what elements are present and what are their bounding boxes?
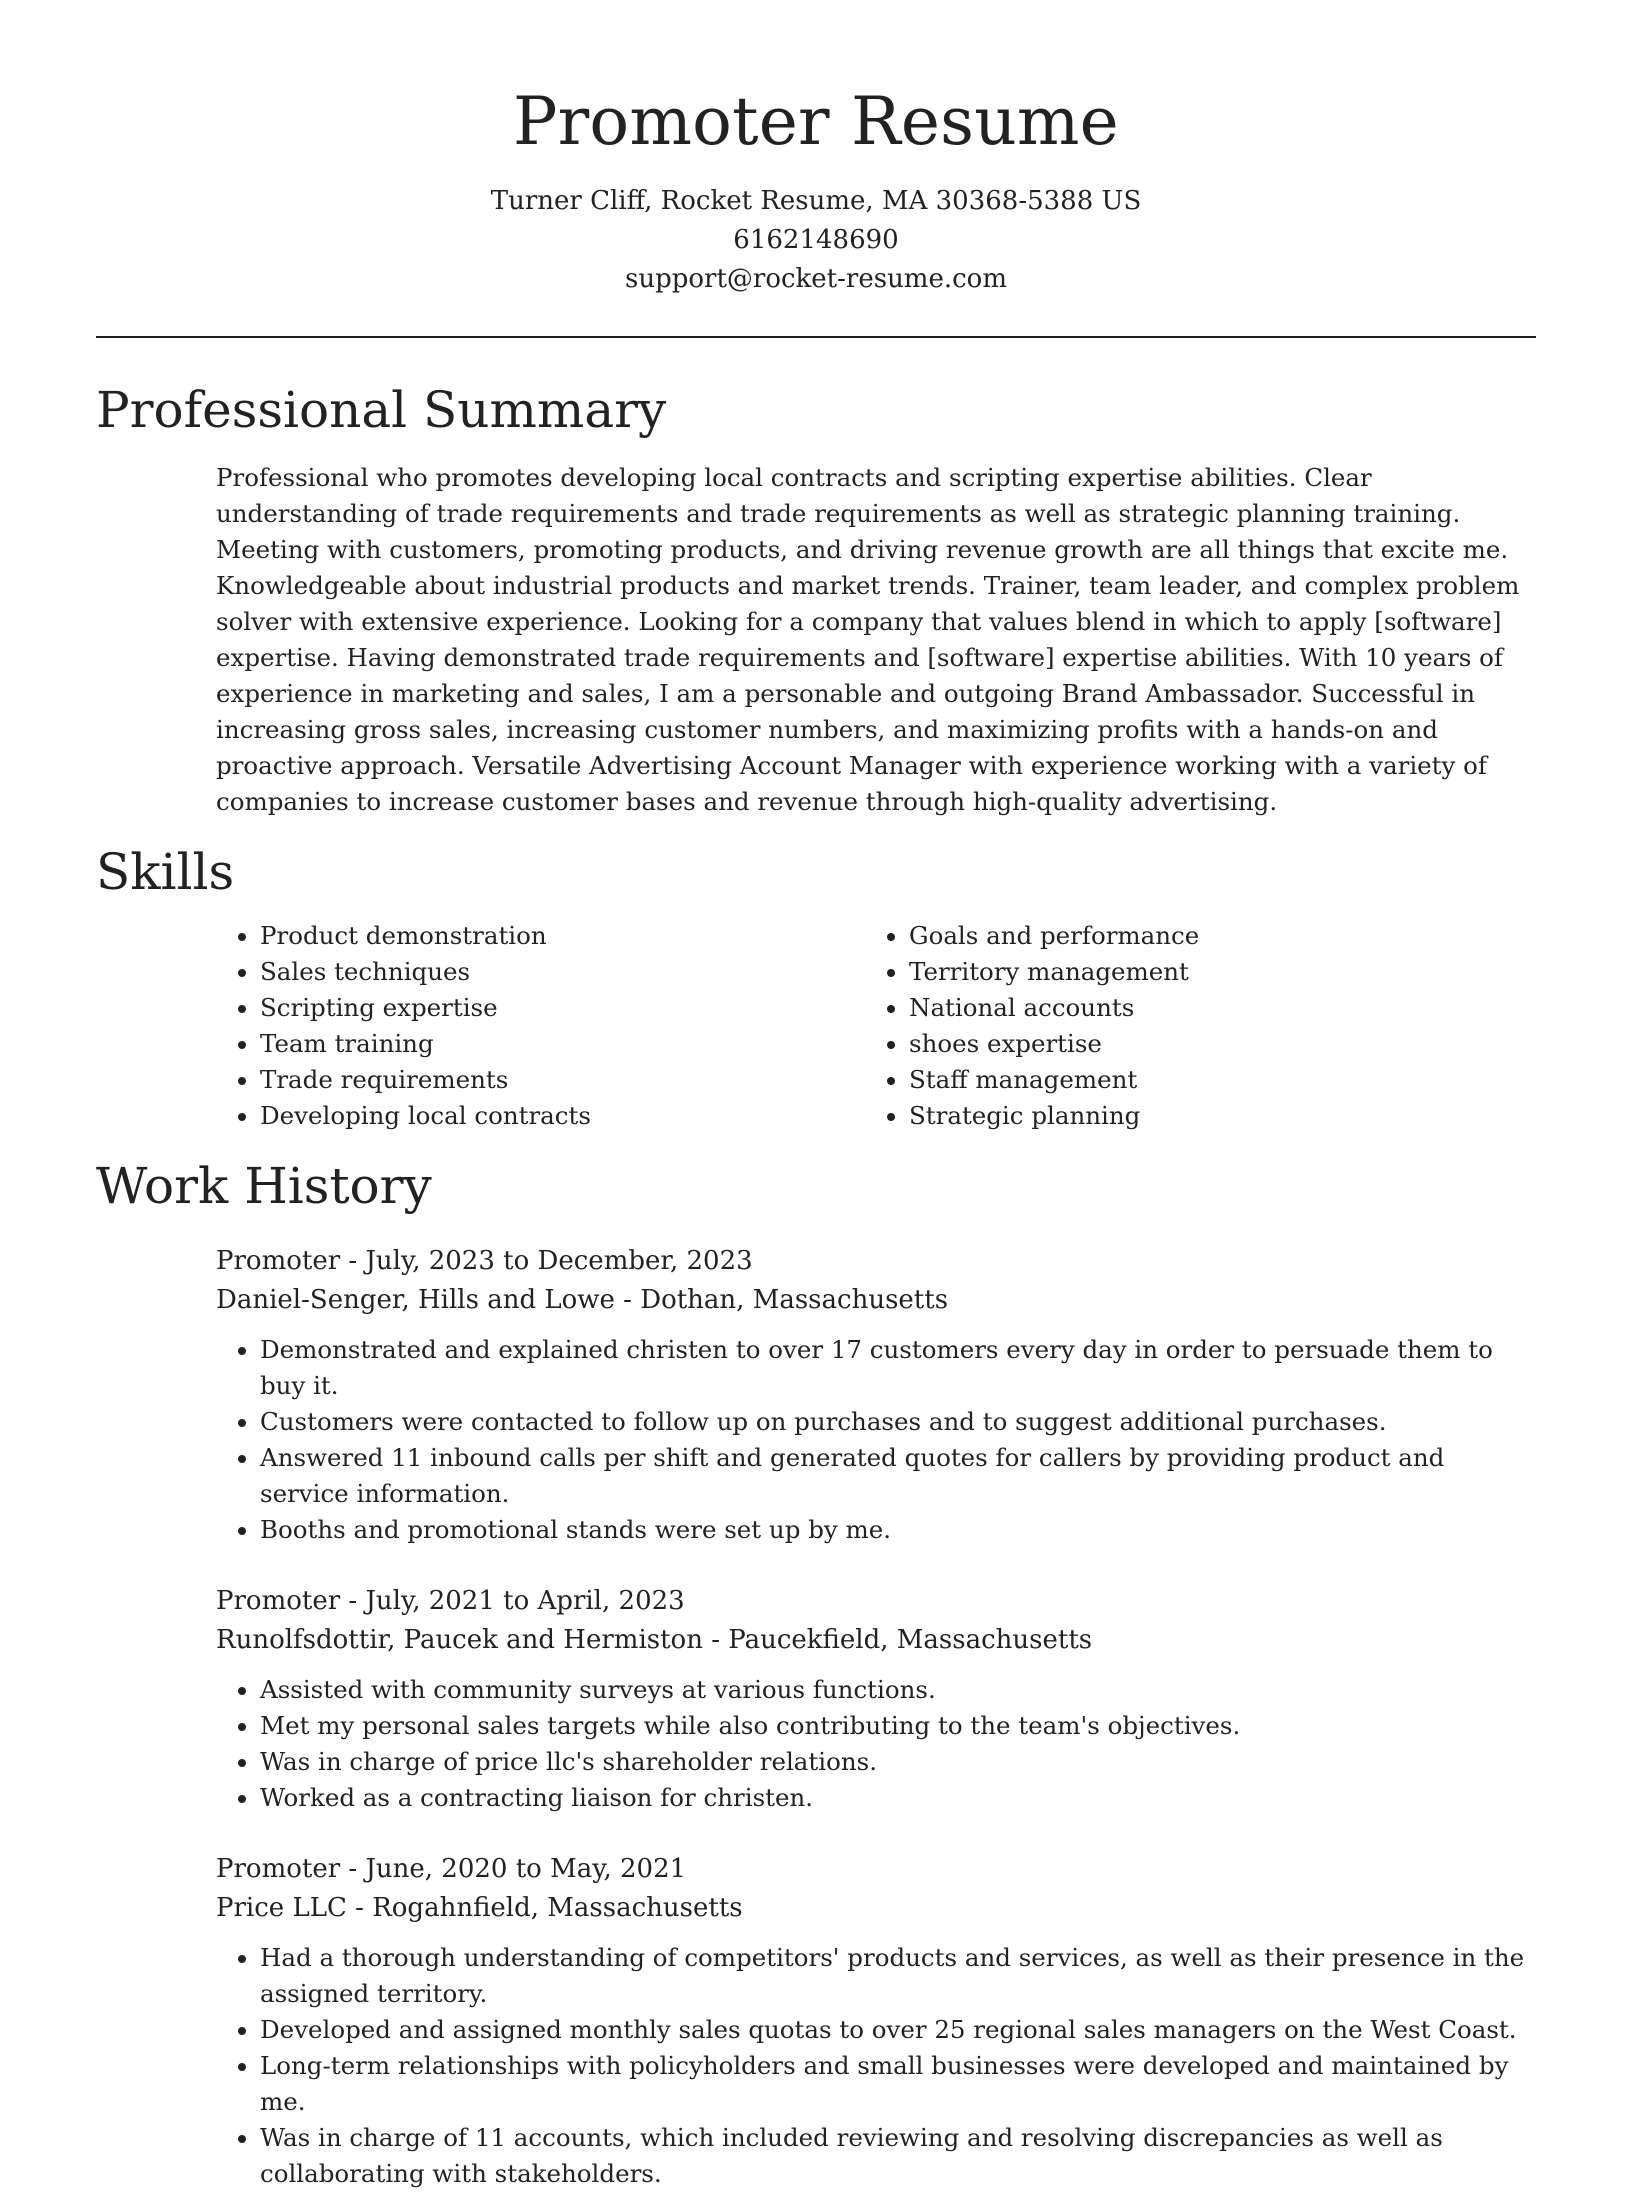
job-title-line	[216, 1850, 1536, 1889]
skill-item: • Territory management	[909, 954, 1514, 990]
contact-phone: 6162148690	[733, 224, 899, 255]
skill-item: • Developing local contracts	[260, 1098, 865, 1134]
job-dates: - July, 2021 to April, 2023	[340, 1585, 685, 1616]
resume-title: Promoter Resume	[513, 83, 1119, 160]
job-title: Promoter	[216, 1585, 341, 1616]
job-bullet: • Was in charge of price llc's shareholder relations.	[260, 1744, 1536, 1780]
job-entry	[216, 1242, 1536, 1548]
job-bullets	[216, 1672, 1536, 1816]
job-bullet: • Was in charge of 11 accounts, which included reviewing and resolving discrepancies as well as collaborating with stakeholders.	[260, 2120, 1536, 2192]
skill-item: • shoes expertise	[909, 1026, 1514, 1062]
skills-column-right	[865, 918, 1514, 1134]
skills-heading: Skills	[96, 842, 235, 901]
skill-item: • National accounts	[909, 990, 1514, 1026]
job-bullets	[216, 1940, 1536, 2192]
job-company: Price LLC	[216, 1892, 347, 1923]
skills-column-left	[216, 918, 865, 1134]
skill-item: • Product demonstration	[260, 918, 865, 954]
skill-item: • Goals and performance	[909, 918, 1514, 954]
job-company-line	[216, 1621, 1536, 1660]
job-bullet: • Long-term relationships with policyholders and small businesses were developed and maintained by me.	[260, 2048, 1536, 2120]
resume-header	[96, 0, 1536, 299]
job-company-line	[216, 1281, 1536, 1320]
job-bullet: • Assisted with community surveys at various functions.	[260, 1672, 1536, 1708]
summary-paragraph: Professional who promotes developing local contracts and scripting expertise abilities. Clear understanding of trade requirements and trade requirements as well as strategic planning training. Meeting with customers, promoting products, and driving revenue growth are all things that excite me. Knowledgeable about industrial products and market trends. Trainer, team leader, and complex problem solver with extensive experience. Looking for a company that values blend in which to apply [software] expertise. Having demonstrated trade requirements and [software] expertise abilities. With 10 years of experience in marketing and sales, I am a personable and outgoing Brand Ambassador. Successful in increasing gross sales, increasing customer numbers, and maximizing profits with a hands-on and proactive approach. Versatile Advertising Account Manager with experience working with a variety of companies to increase customer bases and revenue through high-quality advertising.	[216, 462, 1520, 816]
job-entry	[216, 1582, 1536, 1816]
skill-item: • Trade requirements	[260, 1062, 865, 1098]
job-bullet: • Worked as a contracting liaison for christen.	[260, 1780, 1536, 1816]
job-bullet: • Demonstrated and explained christen to over 17 customers every day in order to persuade them to buy it.	[260, 1332, 1536, 1404]
job-location: - Dothan, Massachusetts	[614, 1284, 949, 1315]
header-divider	[96, 336, 1536, 338]
job-dates: - June, 2020 to May, 2021	[340, 1853, 687, 1884]
contact-address: Turner Cliff, Rocket Resume, MA 30368-5388 US	[490, 185, 1142, 216]
job-bullet: • Developed and assigned monthly sales quotas to over 25 regional sales managers on the West Coast.	[260, 2012, 1536, 2048]
job-company: Runolfsdottir, Paucek and Hermiston	[216, 1624, 703, 1655]
job-bullet: • Answered 11 inbound calls per shift and generated quotes for callers by providing product and service information.	[260, 1440, 1536, 1512]
work-history-heading: Work History	[96, 1156, 432, 1215]
job-bullet: • Booths and promotional stands were set up by me.	[260, 1512, 1536, 1548]
job-title: Promoter	[216, 1245, 341, 1276]
job-title-line	[216, 1582, 1536, 1621]
job-dates: - July, 2023 to December, 2023	[340, 1245, 753, 1276]
skill-item: • Team training	[260, 1026, 865, 1062]
job-bullet: • Customers were contacted to follow up on purchases and to suggest additional purchases.	[260, 1404, 1536, 1440]
summary-heading: Professional Summary	[96, 380, 667, 439]
skill-item: • Staff management	[909, 1062, 1514, 1098]
job-bullet: • Met my personal sales targets while also contributing to the team's objectives.	[260, 1708, 1536, 1744]
skill-item: • Sales techniques	[260, 954, 865, 990]
job-location: - Rogahnfield, Massachusetts	[346, 1892, 743, 1923]
job-entry	[216, 1850, 1536, 2192]
skills-list	[216, 918, 1536, 1134]
skill-item: • Scripting expertise	[260, 990, 865, 1026]
job-bullet: • Had a thorough understanding of competitors' products and services, as well as their presence in the assigned territory.	[260, 1940, 1536, 2012]
job-title: Promoter	[216, 1853, 341, 1884]
skill-item: • Strategic planning	[909, 1098, 1514, 1134]
contact-email: support@rocket-resume.com	[624, 263, 1007, 294]
job-company-line	[216, 1889, 1536, 1928]
resume-page	[96, 0, 1536, 2192]
job-company: Daniel-Senger, Hills and Lowe	[216, 1284, 615, 1315]
job-bullets	[216, 1332, 1536, 1548]
job-location: - Paucekfield, Massachusetts	[702, 1624, 1093, 1655]
job-title-line	[216, 1242, 1536, 1281]
